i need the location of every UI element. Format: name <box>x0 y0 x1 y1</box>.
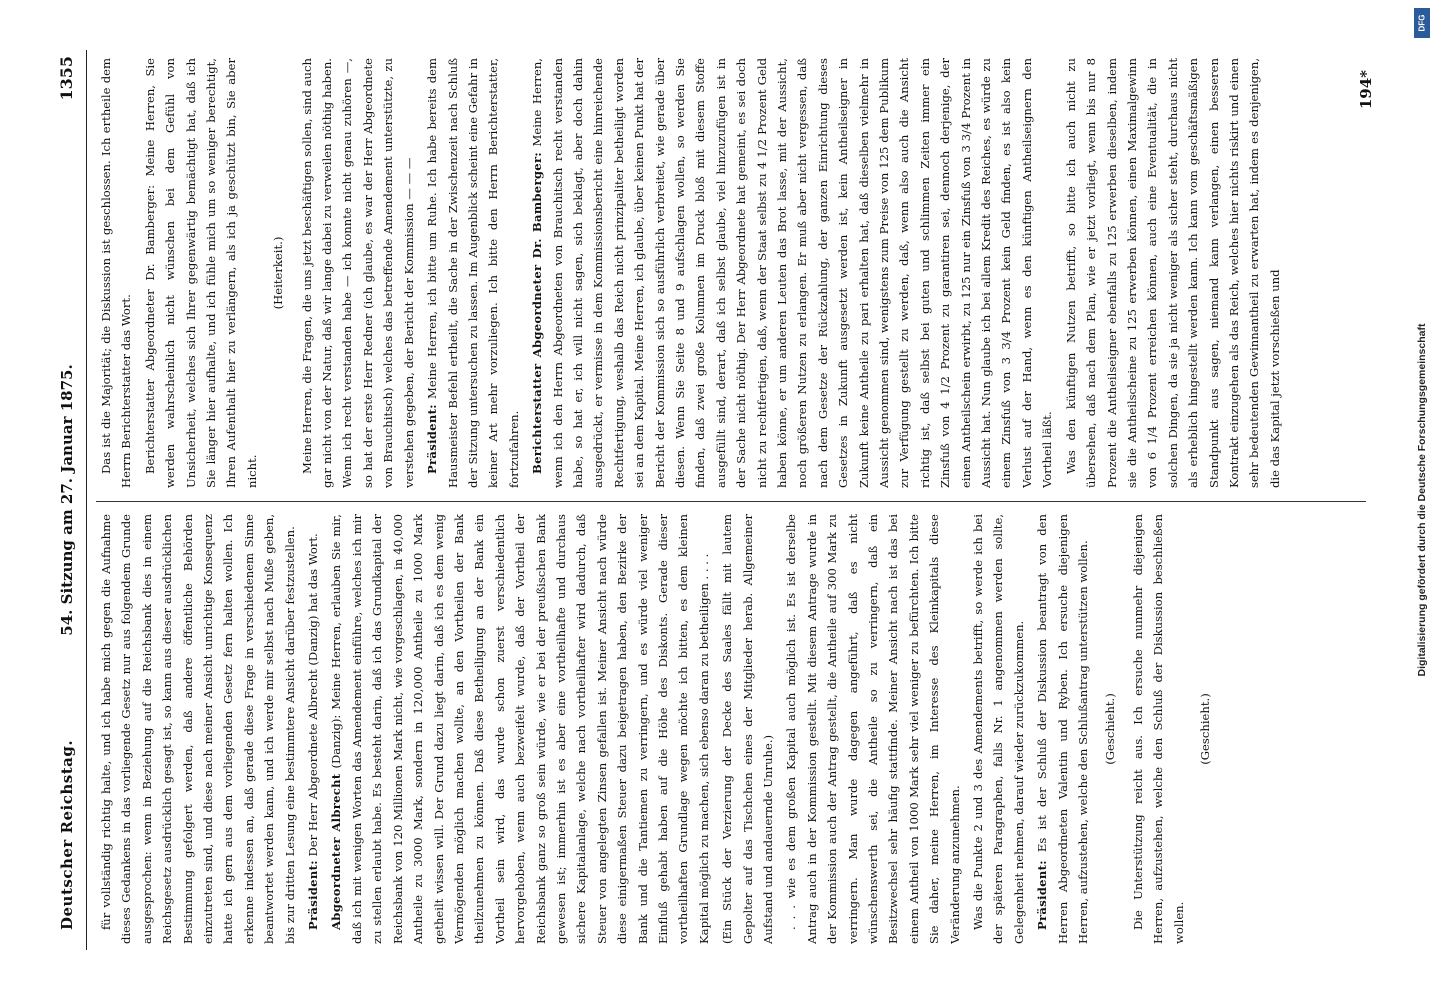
digitization-note-text: Digitalisierung gefördert durch die Deutsche Forschungsgemeinschaft <box>1416 323 1428 677</box>
paragraph <box>1032 514 1093 944</box>
paragraph <box>968 514 1029 944</box>
paragraph <box>527 58 1058 488</box>
paragraph-text: Es ist der Schluß der Diskussion beantragt von den Herren Abgeordneten Valentin und Ryben. Ich ersuche diejenigen Herren, aufzustehen, welche den Schlußantrag unterstützen wollen. <box>1035 514 1091 944</box>
paragraph <box>781 514 965 944</box>
paragraph-text: Meine Herren, die Fragen, die uns jetzt beschäftigen sollen, sind auch gar nicht von der Natur, daß wir lange dabei zu verweilen nöthig haben. Wenn ich recht verstanden habe — ich konnte nicht genau zuhören —, so hat der erste Herr Redner (ich glaube, es war der Herr Abgeordnete von Brauchitsch) welches das betreffende Amendement unterstützte, zu verstehen gegeben, der Bericht der Kommission — — — <box>299 58 416 488</box>
left-column <box>96 514 1366 944</box>
paragraph-text: . . . wie es dem großen Kapital auch möglich ist. Es ist derselbe Antrag auch in der Kommission gestellt. Mit diesem Antrage wurde in der Kommission auch der Antrag gestellt, die Antheile auf 300 Mark zu verringern. Man wurde dagegen angeführt, daß es nicht wünschenswerth sei, die Antheile so zu verringern, daß ein Besitzwechsel sehr häufig stattfinde. Meiner Ansicht nach ist das bei einem Antheil von 1000 Mark sehr viel weniger zu befürchten. Ich bitte Sie daher, meine Herren, im Interesse des Kleinkapitals diese Veränderung anzunehmen. <box>784 514 962 944</box>
paragraph-text: für vollständig richtig halte, und ich habe mich gegen die Aufnahme dieses Gedankens in das vorliegende Gesetz nur aus folgendem Grunde ausgesprochen: wenn in Beziehung auf die Reichsbank dies in einem Reichsgesetz ausdrücklich gesagt ist, so kann aus dieser ausdrücklichen Bestimmung gefolgert werden, daß andere öffentliche Behörden einzutreten sind, und diese nach meiner Ansicht unrichtige Konsequenz hatte ich gern aus dem vorliegenden Gesetz fern halten wollen. Ich erkenne indessen an, daß gerade diese Frage in verschiedenem Sinne beantwortet werden kann, und ich werde mir selbst nach Muße geben, bis zur dritten Lesung eine bestimmtere Ansicht darüber festzustellen. <box>99 514 297 944</box>
speaker-name: Präsident: <box>425 404 440 474</box>
dfg-logo <box>1414 8 1430 38</box>
paragraph-text: Meine Herren, ich bitte um Ruhe. Ich habe bereits dem Hausmeister Befehl ertheilt, die Sache in der Zwischenzeit nach Schluß der Sitzung untersuchen zu lassen. Im Augenblick scheint eine Gefahr in keiner Art mehr vorzuliegen. Ich bitte den Herrn Berichterstatter, fortzufahren. <box>425 58 521 488</box>
paragraph-text: Die Unterstützung reicht aus. Ich ersuche nunmehr diejenigen Herren, aufzustehen, welche den Schluß der Diskussion beschließen wollen. <box>1130 514 1186 944</box>
paragraph <box>326 514 714 944</box>
page-number: 1355 <box>57 56 76 101</box>
paragraph-text: Der Herr Abgeordnete Albrecht (Danzig) hat das Wort. <box>306 533 321 857</box>
paragraph-text: (Geschieht.) <box>1102 693 1117 765</box>
paragraph-text: (Geschieht.) <box>1198 693 1213 765</box>
speaker-name: Präsident: <box>306 860 321 930</box>
paragraph-text: (Ein Stück der Verzierung der Decke des Saales fällt mit lautem Gepolter auf das Tischchen eines der Mitglieder herab. Allgemeiner Aufstand und andauernde Unruhe.) <box>720 514 775 944</box>
paragraph-text: (Danzig): Meine Herren, erlauben Sie mir, daß ich mit wenigen Worten das Amendement einführe, welches ich mir zu stellen erlaubt habe. Es besteht darin, daß ich das Grundkapital der Reichsbank von 120 Millionen Mark nicht, wie vorgeschlagen, in 40,000 Antheile zu 3000 Mark, sondern in 120,000 Antheile zu 1000 Mark getheilt wissen will. Der Grund dazu liegt darin, daß ich es dem wenig Vermögenden möglich machen wollte, an den Vortheilen der Bank theilzunehmen zu können. Daß diese Betheiligung an der Bank ein Vortheil sein wird, das wurde schon zuerst verschiedentlich hervorgehoben, wenn auch bezweifelt wurde, daß der Vortheil der Reichsbank ganz so groß sein würde, wie er bei der preußischen Bank gewesen ist; immerhin ist es aber eine vortheilhafte und durchaus sichere Kapitalanlage, welche nach vortheilhafter wird dadurch, daß Steuer von angelegten Zinsen gefallen ist. Meiner Ansicht nach würde diese einigermaßen Steuer dazu beigetragen haben, den Bezirke der Bank und die Tantiemen zu verringern, und es würde viel weniger Einfluß gehabt haben auf die Höhe des Diskonts. Gerade dieser vortheilhaften Grundlage wegen möchte ich bitten, es dem kleinen Kapital möglich zu machen, sich ebenso daran zu betheiligen . . . . <box>329 514 711 944</box>
paragraph-text: Das ist die Majorität; die Diskussion ist geschlossen. Ich ertheile dem Herrn Berichterstatter das Wort. <box>99 58 134 488</box>
paragraph <box>297 58 419 488</box>
digitization-note <box>1413 10 1431 990</box>
paragraph <box>1195 514 1215 944</box>
paragraph <box>1128 514 1189 944</box>
paragraph <box>96 514 300 944</box>
right-column <box>96 58 1366 488</box>
signature-mark: 194* <box>1356 70 1375 110</box>
paragraph-text: Berichterstatter Abgeordneter Dr. Bamberger: Meine Herren, Sie werden wahrscheinlich nicht wünschen bei dem Gefühl von Unsicherheit, welches sich Ihrer gegenwärtig bemächtigt hat, daß ich Sie länger hier aufhalte, und ich fühle mich um so weniger berechtigt, Ihren Aufenthalt hier zu verlängern, als ich ja geschützt bin, Sie aber nicht. <box>142 58 259 488</box>
paragraph <box>1100 514 1120 944</box>
speaker-name: Abgeordneter Albrecht <box>329 773 344 930</box>
column-divider <box>96 501 1366 502</box>
paragraph <box>717 514 778 944</box>
rotated-page <box>46 30 1386 970</box>
paragraph-text: Meine Herren, wenn ich den Herrn Abgeordneten von Brauchitsch recht verstanden habe, so hat er, ich will nicht sagen, sich beklagt, aber doch dahin ausgedrückt, er vermisse in dem Kommissionsbericht eine hinreichende Rechtfertigung, weshalb das Reich nicht prinzipaliter betheiligt worden sei an dem Kapital. Meine Herren, ich glaube, über keinen Punkt hat der Bericht der Kommission sich so ausführlich verbreitet, wie gerade über diesen. Wenn Sie Seite 8 und 9 aufschlagen wollen, so werden Sie finden, daß zwei große Kolumnen im Druck bloß mit diesem Stoffe ausgefüllt sind, derart, daß ich selbst glaube, viel hinzuzufügen ist in der Sache nicht nöthig. Der Herr Abgeordnete hat gemeint, es sei doch nicht zu rechtfertigen, daß, wenn der Staat selbst zu 4 1/2 Prozent Geld haben könne, er um anderen Leuten das Brot lasse, mit der Aussicht, noch größeren Nutzen zu erlangen. Er muß aber nicht vergessen, daß nach dem Gesetze der Rückzahlung, der ganzen Einrichtung dieses Gesetzes in Zukunft ausgesetzt werden ist, kein Antheilseigner in Zukunft keine Antheile zu pari erhalten hat, daß dieselben vielmehr in Aussicht genommen sind, wenigstens zum Preise von 125 dem Publikum zur Verfügung gestellt zu werden, daß, wenn also auch die Ansicht richtig ist, daß selbst bei guten und schlimmen Zeiten immer ein Zinsfuß von 4 1/2 Prozent zu garantiren sei, dennoch derjenige, der einen Antheilschein erwirbt, zu 125 nur ein Zinsfuß von 3 3/4 Prozent in Aussicht hat. Nun glaube ich bei allem Kredit des Reiches, es würde zu einem Zinsfuß von 3 3/4 Prozent kein Geld finden, es ist also kein Verlust auf der Hand, wenn es den künftigen Antheilseignern den Vortheil läßt. <box>530 58 1055 488</box>
paragraph <box>268 58 288 488</box>
paragraph <box>96 58 137 488</box>
paragraph-text: Was die Punkte 2 und 3 des Amendements betrifft, so werde ich bei der späteren Paragraphen, falls Nr. 1 angenommen werden sollte, Gelegenheit nehmen, darauf wieder zurückzukommen. <box>971 514 1026 944</box>
header-rule <box>86 50 87 950</box>
paragraph <box>1061 58 1285 488</box>
header-session: 54. Sitzung am 27. Januar 1875. <box>58 364 76 636</box>
speaker-name: Berichterstatter Abgeordneter Dr. Bamberger: <box>530 152 545 474</box>
header-journal: Deutscher Reichstag. <box>58 739 76 930</box>
paragraph <box>422 58 524 488</box>
paragraph-text: (Heiterkeit.) <box>271 236 286 310</box>
speaker-name: Präsident: <box>1035 860 1050 930</box>
page-header <box>52 50 82 950</box>
paragraph <box>140 58 262 488</box>
paragraph-text: Was den künftigen Nutzen betrifft, so bitte ich auch nicht zu übersehen, daß nach dem Plan, wie er jetzt vorliegt, wenn bis nur 8 Prozent die Antheilseigner ebenfalls zu 125 erwerben dieselben, indem sie die Antheilscheine zu 125 erwerben können, einen Maximalgewinn von 6 1/4 Prozent erreichen können, auch eine Eventualität, die in solchen Dingen, da sie ja nicht weniger als sicher steht, durchaus nicht als erheblich hingestellt werden kann. Ich kann vom geschäftsmäßigen Standpunkt aus sagen, niemand kann verlangen, einen besseren Kontrakt einzugehen als das Reich, welches hier nichts riskirt und einen sehr bedeutenden Gewinnantheil zu erwarten hat, indem es denjenigen, die das Kapital jetzt vorschießen und <box>1063 58 1282 488</box>
paragraph <box>303 514 323 944</box>
dfg-logo-text: DFG <box>1417 14 1427 32</box>
